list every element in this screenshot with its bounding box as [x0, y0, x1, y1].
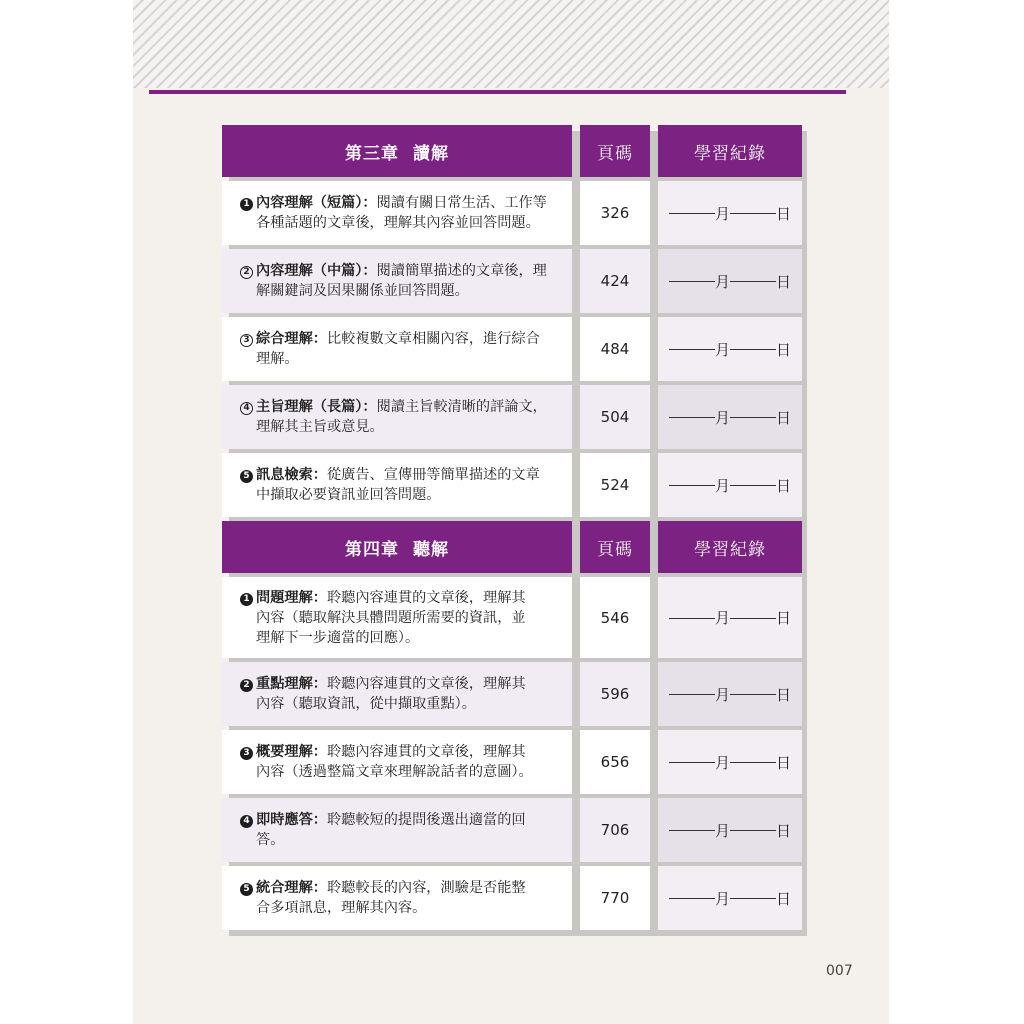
item-description — [222, 577, 572, 658]
item-title: 問題理解： — [256, 589, 327, 606]
day-blank[interactable] — [730, 484, 776, 486]
item-number-marker: 1 — [240, 593, 253, 606]
item-text — [240, 329, 540, 369]
item-line: 閱讀簡單描述的文章後，理 — [376, 263, 547, 279]
date-record-field[interactable] — [658, 866, 802, 930]
item-number-marker: 5 — [240, 470, 253, 483]
date-record-field[interactable] — [658, 730, 802, 794]
item-description — [222, 317, 572, 381]
item-line-first — [240, 261, 547, 281]
item-title: 內容理解（短篇）： — [256, 195, 377, 211]
item-text — [240, 397, 547, 437]
month-blank[interactable] — [669, 761, 715, 763]
date-record-field[interactable] — [658, 577, 802, 658]
item-description — [222, 385, 572, 449]
record-column-header: 學習紀錄 — [658, 125, 802, 177]
item-line-continued: 中擷取必要資訊並回答問題。 — [256, 487, 441, 503]
item-number-marker: 1 — [240, 198, 253, 211]
day-label: 日 — [776, 889, 792, 908]
day-blank[interactable] — [730, 280, 776, 282]
chapter-title — [222, 125, 572, 177]
month-blank[interactable] — [669, 897, 715, 899]
item-text — [240, 588, 526, 648]
month-label: 月 — [714, 272, 730, 291]
item-page-number: 326 — [580, 181, 650, 245]
item-description — [222, 662, 572, 726]
item-text — [240, 465, 540, 505]
item-line-first — [240, 397, 547, 417]
item-page-number: 596 — [580, 662, 650, 726]
item-text — [240, 878, 526, 918]
item-page-number: 706 — [580, 798, 650, 862]
day-label: 日 — [776, 609, 792, 627]
chapter-number: 第三章 — [345, 143, 399, 164]
item-line-continued: 解關鍵詞及因果關係並回答問題。 — [256, 283, 469, 299]
item-line-continued: 理解其主旨或意見。 — [256, 419, 384, 435]
month-blank[interactable] — [669, 416, 715, 418]
item-line-continued: 答。 — [256, 832, 285, 848]
month-blank[interactable] — [669, 280, 715, 282]
item-line-continued: 合多項訊息，理解其內容。 — [256, 900, 427, 916]
item-page-number: 524 — [580, 453, 650, 517]
date-record-field[interactable] — [658, 662, 802, 726]
month-label: 月 — [714, 204, 730, 223]
item-title: 綜合理解： — [256, 331, 327, 347]
item-line-first — [240, 465, 540, 485]
day-label: 日 — [776, 204, 792, 223]
item-title: 統合理解： — [256, 880, 327, 896]
item-line: 聆聽內容連貫的文章後，理解其 — [326, 589, 526, 606]
chapter-name: 聽解 — [413, 539, 449, 560]
item-text — [240, 193, 547, 233]
item-number-marker: 5 — [240, 883, 253, 896]
day-label: 日 — [776, 685, 792, 704]
item-text — [240, 674, 526, 714]
item-description — [222, 730, 572, 794]
item-line-first — [240, 588, 526, 608]
day-blank[interactable] — [730, 617, 776, 619]
item-line: 閱讀有關日常生活、工作等 — [376, 195, 547, 211]
day-blank[interactable] — [730, 416, 776, 418]
month-blank[interactable] — [669, 829, 715, 831]
item-line-first — [240, 810, 526, 830]
month-blank[interactable] — [669, 693, 715, 695]
item-line: 聆聽較短的提問後選出適當的回 — [326, 812, 526, 828]
day-blank[interactable] — [730, 348, 776, 350]
item-title: 訊息檢索： — [256, 467, 327, 483]
item-line: 聆聽內容連貫的文章後，理解其 — [326, 676, 526, 692]
month-blank[interactable] — [669, 212, 715, 214]
date-record-field[interactable] — [658, 249, 802, 313]
item-number-marker: 3 — [240, 334, 253, 347]
item-description — [222, 798, 572, 862]
book-page — [133, 0, 889, 1024]
item-number-marker: 2 — [240, 266, 253, 279]
page-column-header: 頁碼 — [580, 521, 650, 573]
item-line-first — [240, 674, 526, 694]
chapter-number: 第四章 — [345, 539, 399, 560]
item-title: 內容理解（中篇）： — [256, 263, 377, 279]
item-line-continued: 內容（聽取解決具體問題所需要的資訊，並 — [256, 609, 526, 626]
date-record-field[interactable] — [658, 798, 802, 862]
day-blank[interactable] — [730, 897, 776, 899]
day-label: 日 — [776, 753, 792, 772]
day-blank[interactable] — [730, 761, 776, 763]
month-label: 月 — [714, 889, 730, 908]
page-number: 007 — [826, 963, 853, 979]
item-number-marker: 4 — [240, 815, 253, 828]
month-blank[interactable] — [669, 617, 715, 619]
date-record-field[interactable] — [658, 181, 802, 245]
item-description — [222, 453, 572, 517]
day-blank[interactable] — [730, 693, 776, 695]
item-page-number: 504 — [580, 385, 650, 449]
striped-header-band — [133, 0, 889, 88]
item-title: 重點理解： — [256, 676, 327, 692]
item-line-continued: 理解。 — [256, 351, 299, 367]
month-label: 月 — [714, 685, 730, 704]
item-line-first — [240, 878, 526, 898]
item-line: 比較複數文章相關內容，進行綜合 — [326, 331, 540, 347]
month-label: 月 — [714, 408, 730, 427]
day-blank[interactable] — [730, 212, 776, 214]
item-line: 聆聽內容連貫的文章後，理解其 — [326, 744, 526, 760]
item-line: 從廣告、宣傳冊等簡單描述的文章 — [326, 467, 540, 483]
top-purple-rule — [149, 90, 846, 94]
day-label: 日 — [776, 408, 792, 427]
date-record-field[interactable] — [658, 453, 802, 517]
item-text — [240, 810, 526, 850]
month-label: 月 — [714, 753, 730, 772]
day-blank[interactable] — [730, 829, 776, 831]
item-description — [222, 181, 572, 245]
item-line-continued: 內容（透過整篇文章來理解說話者的意圖）。 — [256, 764, 533, 780]
item-title: 即時應答： — [256, 812, 327, 828]
date-record-field[interactable] — [658, 317, 802, 381]
month-label: 月 — [714, 821, 730, 840]
study-record-table — [222, 125, 802, 930]
item-line: 聆聽較長的內容，測驗是否能整 — [326, 880, 526, 896]
item-page-number: 770 — [580, 866, 650, 930]
item-page-number: 484 — [580, 317, 650, 381]
date-record-field[interactable] — [658, 385, 802, 449]
item-page-number: 424 — [580, 249, 650, 313]
item-text — [240, 742, 533, 782]
item-line-first — [240, 742, 533, 762]
item-number-marker: 2 — [240, 679, 253, 692]
item-page-number: 656 — [580, 730, 650, 794]
day-label: 日 — [776, 340, 792, 359]
chapter-name: 讀解 — [413, 143, 449, 164]
page-column-header: 頁碼 — [580, 125, 650, 177]
month-label: 月 — [714, 609, 730, 627]
item-description — [222, 249, 572, 313]
item-title: 主旨理解（長篇）： — [256, 399, 377, 415]
month-label: 月 — [714, 340, 730, 359]
item-line-continued: 理解下一步適當的回應）。 — [256, 629, 420, 646]
item-number-marker: 4 — [240, 402, 253, 415]
item-number-marker: 3 — [240, 747, 253, 760]
chapter-title — [222, 521, 572, 573]
month-blank[interactable] — [669, 348, 715, 350]
month-label: 月 — [714, 476, 730, 495]
day-label: 日 — [776, 476, 792, 495]
item-line: 閱讀主旨較清晰的評論文， — [376, 399, 547, 415]
item-page-number: 546 — [580, 577, 650, 658]
item-description — [222, 866, 572, 930]
day-label: 日 — [776, 821, 792, 840]
day-label: 日 — [776, 272, 792, 291]
item-line-continued: 各種話題的文章後，理解其內容並回答問題。 — [256, 215, 540, 231]
record-column-header: 學習紀錄 — [658, 521, 802, 573]
item-line-first — [240, 329, 540, 349]
item-text — [240, 261, 547, 301]
item-line-first — [240, 193, 547, 213]
item-title: 概要理解： — [256, 744, 327, 760]
item-line-continued: 內容（聽取資訊，從中擷取重點）。 — [256, 696, 476, 712]
month-blank[interactable] — [669, 484, 715, 486]
